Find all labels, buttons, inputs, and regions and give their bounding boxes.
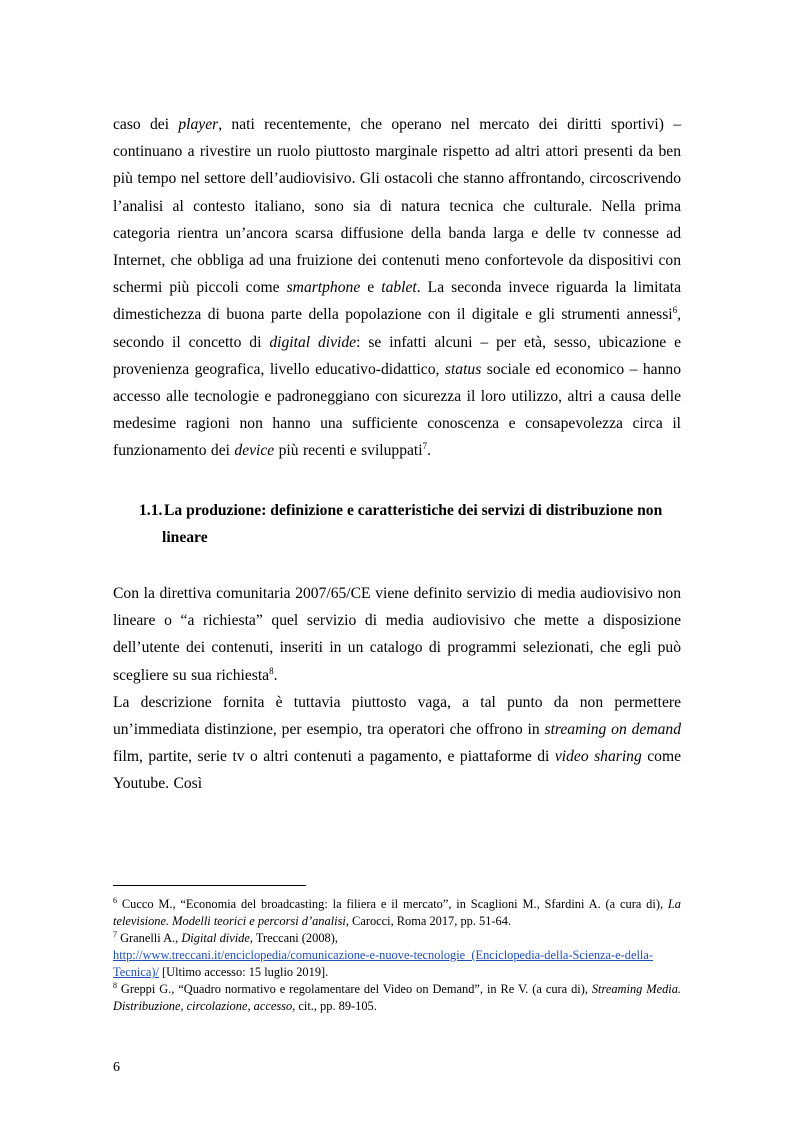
section-heading	[139, 497, 681, 551]
text-run: , nati recentemente, che operano nel mercato dei diritti sportivi) – continuano a rivestire un ruolo piuttosto marginale rispetto ad altri attori presenti da ben più tempo nel settore dell’audiovisivo. Gli ostacoli che stanno affrontando, circoscrivendo l’analisi al contesto italiano, sono sia di natura tecnica che culturale. Nella prima categoria rientra un’ancora scarsa diffusione della banda larga e delle tv connesse ad Internet, che obbliga ad una fruizione dei contenuti meno confortevole da dispositivi con schermi più piccoli come	[113, 116, 681, 297]
text-run: : se infatti alcuni – per età, sesso, ubicazione e provenienza geografica, livello educativo-didattico,	[113, 333, 681, 378]
text-run: La descrizione fornita è tuttavia piuttosto vaga, a tal punto da non permettere un’immediata distinzione, per esempio, tra operatori che offrono in	[113, 693, 681, 739]
text-run: film, partite, serie tv o altri contenuti a pagamento, e piattaforme di	[113, 748, 555, 766]
footnote-6	[113, 896, 681, 930]
section-title-line-1: La produzione: definizione e caratteristiche dei servizi di distribuzione non	[164, 502, 663, 519]
footnotes	[113, 896, 681, 1015]
footnote-number: 6	[113, 895, 117, 905]
italic-term-tablet: tablet	[381, 279, 417, 297]
text-run: come Youtube. Così	[113, 748, 681, 793]
section-number: 1.1.	[139, 502, 163, 519]
italic-title: Digital divide	[181, 931, 250, 945]
text-run: [Ultimo accesso: 15 luglio 2019].	[158, 965, 329, 979]
text-run: , secondo il concetto di	[113, 306, 681, 351]
footnote-ref-6[interactable]: 6	[672, 305, 678, 316]
text-run: , Treccani (2008),	[249, 931, 338, 945]
italic-term-video-sharing: video sharing	[554, 748, 642, 766]
text-run: caso dei	[113, 116, 179, 133]
page-number: 6	[113, 1060, 120, 1075]
text-run: Granelli A.,	[117, 931, 182, 945]
treccani-link[interactable]: http://www.treccani.it/enciclopedia/comunicazione-e-nuove-tecnologie_(Enciclopedia-della-Scienza-e-della-Tecnica)/	[113, 948, 653, 979]
paragraph-3	[113, 689, 681, 798]
text-run: sociale ed economico – hanno accesso alle tecnologie e padroneggiano con sicurezza il loro utilizzo, altri a causa delle medesime ragioni non hanno una sufficiente conoscenza e consapevolezza circa il funzionamento dei	[113, 360, 681, 460]
italic-term-smartphone: smartphone	[286, 279, 361, 297]
footnote-ref-8[interactable]: 8	[269, 665, 274, 676]
text-run: e	[360, 279, 382, 297]
italic-term-digital-divide: digital divide	[269, 333, 357, 351]
italic-title: Streaming Media. Distribuzione, circolazione, accesso	[113, 982, 681, 1013]
text-run: più recenti e sviluppati	[274, 442, 423, 460]
text-run: Con la direttiva comunitaria 2007/65/CE viene definito servizio di media audiovisivo non lineare o “a richiesta” quel servizio di media audiovisivo che mette a disposizione dell’utente dei contenuti, inseriti in un catalogo di programmi selezionati, che egli può scegliere su sua richiesta	[113, 585, 681, 684]
footnote-separator	[113, 885, 306, 886]
italic-term-streaming-on-demand: streaming on demand	[544, 721, 681, 739]
italic-title: La televisione. Modelli teorici e percorsi d’analisi	[113, 897, 681, 928]
text-run: Cucco M., “Economia del broadcasting: la filiera e il mercato”, in Scaglioni M., Sfardini A. (a cura di),	[117, 897, 668, 911]
footnote-number: 7	[113, 929, 117, 939]
text-run: .	[427, 442, 431, 460]
italic-term-player: player	[178, 116, 219, 133]
footnote-ref-7[interactable]: 7	[422, 441, 428, 452]
footnote-7	[113, 930, 681, 981]
text-run: , cit., pp. 89-105.	[292, 999, 377, 1013]
footnote-number: 8	[113, 980, 117, 990]
text-run: .	[273, 666, 278, 684]
section-title-line-2: lineare	[162, 529, 208, 547]
paragraph-2	[113, 580, 681, 689]
italic-term-status: status	[444, 360, 482, 378]
italic-term-device: device	[234, 442, 275, 460]
footnote-8	[113, 981, 681, 1015]
body-section-2	[113, 580, 681, 798]
paragraph-1	[113, 111, 681, 465]
text-run: , Carocci, Roma 2017, pp. 51-64.	[345, 914, 512, 928]
text-run: . La seconda invece riguarda la limitata dimestichezza di buona parte della popolazione con il digitale e gli strumenti annessi	[113, 279, 682, 324]
text-run: Greppi G., “Quadro normativo e regolamentare del Video on Demand”, in Re V. (a cura di),	[117, 982, 592, 996]
